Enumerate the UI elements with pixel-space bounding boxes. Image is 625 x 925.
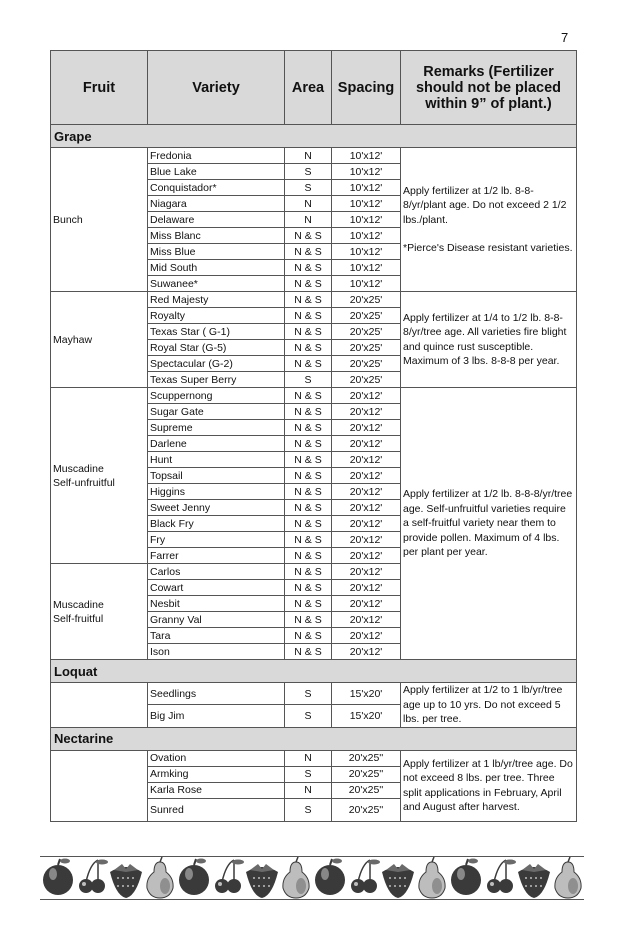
variety-cell: Blue Lake: [148, 164, 285, 180]
area-cell: S: [285, 180, 332, 196]
area-cell: S: [285, 798, 332, 821]
header-variety: Variety: [148, 51, 285, 125]
header-remarks: Remarks (Fertilizer should not be placed within 9” of plant.): [401, 51, 577, 125]
fruit-type-line: Self-fruitful: [53, 612, 104, 625]
spacing-cell: 20'x25': [332, 372, 401, 388]
fruit-type-mayhaw: Mayhaw: [51, 292, 148, 388]
variety-cell: Darlene: [148, 436, 285, 452]
spacing-cell: 20'x12': [332, 532, 401, 548]
spacing-cell: 15'x20': [332, 705, 401, 727]
variety-cell: Conquistador*: [148, 180, 285, 196]
remarks-mayhaw: Apply fertilizer at 1/4 to 1/2 lb. 8-8-8/yr/tree age. All varieties fire blight and quince rust susceptible. Maximum of 3 lbs. 8-8-8 per year.: [401, 292, 577, 388]
spacing-cell: 10'x12': [332, 164, 401, 180]
remarks-muscadine: Apply fertilizer at 1/2 lb. 8-8-8/yr/tree age. Self-unfruitful varieties require a self-fruitful variety near them to provide pollen. Maximum of 4 lbs. per plant per year.: [401, 388, 577, 660]
header-spacing: Spacing: [332, 51, 401, 125]
area-cell: N: [285, 750, 332, 766]
area-cell: N: [285, 196, 332, 212]
area-cell: N & S: [285, 420, 332, 436]
variety-cell: Carlos: [148, 564, 285, 580]
area-cell: N & S: [285, 260, 332, 276]
fruit-type-muscadine-fruitful: [51, 564, 148, 660]
area-cell: N & S: [285, 388, 332, 404]
spacing-cell: 20'x12': [332, 516, 401, 532]
strawberry-icon: [382, 864, 414, 898]
header-area: Area: [285, 51, 332, 125]
variety-cell: Niagara: [148, 196, 285, 212]
fruit-type-line: Muscadine: [53, 462, 104, 475]
fruit-type-nectarine: [51, 750, 148, 821]
border-top-line: [40, 856, 584, 857]
area-cell: N & S: [285, 244, 332, 260]
fruit-type-loquat: [51, 683, 148, 728]
variety-cell: Mid South: [148, 260, 285, 276]
area-cell: N & S: [285, 596, 332, 612]
spacing-cell: 20'x12': [332, 564, 401, 580]
fruit-type-line: Self-unfruitful: [53, 476, 115, 489]
header-fruit: Fruit: [51, 51, 148, 125]
spacing-cell: 10'x12': [332, 244, 401, 260]
variety-cell: Spectacular (G-2): [148, 356, 285, 372]
variety-cell: Sugar Gate: [148, 404, 285, 420]
spacing-cell: 20'x12': [332, 484, 401, 500]
variety-cell: Farrer: [148, 548, 285, 564]
spacing-cell: 20'x12': [332, 436, 401, 452]
spacing-cell: 20'x12': [332, 500, 401, 516]
cherry-icon: [79, 860, 108, 894]
variety-cell: Fry: [148, 532, 285, 548]
remarks-loquat: Apply fertilizer at 1/2 to 1 lb/yr/tree age up to 10 yrs. Do not exceed 5 lbs. per tree.: [401, 683, 577, 728]
spacing-cell: 20'x12': [332, 468, 401, 484]
section-title: Nectarine: [51, 727, 577, 750]
area-cell: N & S: [285, 436, 332, 452]
spacing-cell: 10'x12': [332, 228, 401, 244]
spacing-cell: 20'x12': [332, 628, 401, 644]
variety-cell: Nesbit: [148, 596, 285, 612]
area-cell: N & S: [285, 276, 332, 292]
spacing-cell: 10'x12': [332, 276, 401, 292]
variety-cell: Texas Super Berry: [148, 372, 285, 388]
apple-icon: [451, 859, 481, 896]
pear-icon: [555, 857, 581, 898]
variety-cell: Ison: [148, 644, 285, 660]
header-row: [51, 51, 577, 125]
variety-cell: Granny Val: [148, 612, 285, 628]
pear-icon: [419, 857, 445, 898]
area-cell: N & S: [285, 356, 332, 372]
pear-icon: [147, 857, 173, 898]
fruit-border-decoration: [40, 856, 584, 900]
spacing-cell: 10'x12': [332, 148, 401, 164]
variety-cell: Royal Star (G-5): [148, 340, 285, 356]
spacing-cell: 20'x25'': [332, 798, 401, 821]
cherry-icon: [351, 860, 380, 894]
spacing-cell: 20'x25'': [332, 766, 401, 782]
area-cell: N & S: [285, 340, 332, 356]
area-cell: N & S: [285, 564, 332, 580]
fruit-type-muscadine-unfruitful: [51, 388, 148, 564]
remark-note: *Pierce's Disease resistant varieties.: [403, 242, 573, 254]
section-title: Grape: [51, 125, 577, 148]
variety-cell: Texas Star ( G-1): [148, 324, 285, 340]
table-row: [51, 683, 577, 705]
area-cell: N & S: [285, 308, 332, 324]
area-cell: S: [285, 683, 332, 705]
section-title: Loquat: [51, 660, 577, 683]
spacing-cell: 10'x12': [332, 212, 401, 228]
fruit-type-line: Muscadine: [53, 598, 104, 611]
variety-cell: Black Fry: [148, 516, 285, 532]
area-cell: N & S: [285, 516, 332, 532]
area-cell: N & S: [285, 324, 332, 340]
border-bottom-line: [40, 899, 584, 900]
spacing-cell: 20'x12': [332, 596, 401, 612]
spacing-cell: 20'x12': [332, 388, 401, 404]
area-cell: N: [285, 148, 332, 164]
section-nectarine: [51, 727, 577, 750]
variety-cell: Fredonia: [148, 148, 285, 164]
table-row: [51, 292, 577, 308]
strawberry-icon: [518, 864, 550, 898]
remark-text: Apply fertilizer at 1/2 lb. 8-8-8/yr/plant age. Do not exceed 2 1/2 lbs./plant.: [403, 184, 567, 226]
spacing-cell: 15'x20': [332, 683, 401, 705]
variety-cell: Supreme: [148, 420, 285, 436]
apple-icon: [179, 859, 209, 896]
table-row: [51, 388, 577, 404]
area-cell: N & S: [285, 500, 332, 516]
spacing-cell: 20'x25': [332, 292, 401, 308]
cherry-icon: [215, 860, 244, 894]
variety-cell: Suwanee*: [148, 276, 285, 292]
spacing-cell: 20'x12': [332, 580, 401, 596]
variety-cell: Seedlings: [148, 683, 285, 705]
variety-cell: Topsail: [148, 468, 285, 484]
area-cell: S: [285, 705, 332, 727]
area-cell: N & S: [285, 548, 332, 564]
spacing-cell: 20'x25': [332, 340, 401, 356]
fruit-type-bunch: Bunch: [51, 148, 148, 292]
spacing-cell: 10'x12': [332, 260, 401, 276]
spacing-cell: 20'x25'': [332, 782, 401, 798]
spacing-cell: 20'x12': [332, 644, 401, 660]
remarks-nectarine: Apply fertilizer at 1 lb/yr/tree age. Do not exceed 8 lbs. per tree. Three split applications in February, April and August after harvest.: [401, 750, 577, 821]
spacing-cell: 20'x12': [332, 612, 401, 628]
variety-cell: Big Jim: [148, 705, 285, 727]
strawberry-icon: [246, 864, 278, 898]
area-cell: N & S: [285, 404, 332, 420]
area-cell: N & S: [285, 228, 332, 244]
variety-cell: Miss Blue: [148, 244, 285, 260]
spacing-cell: 20'x12': [332, 420, 401, 436]
spacing-cell: 10'x12': [332, 180, 401, 196]
table-row: [51, 750, 577, 766]
pear-icon: [283, 857, 309, 898]
area-cell: N & S: [285, 612, 332, 628]
variety-cell: Hunt: [148, 452, 285, 468]
fruit-motif-strip: [40, 856, 584, 900]
variety-cell: Ovation: [148, 750, 285, 766]
cherry-icon: [487, 860, 516, 894]
variety-cell: Red Majesty: [148, 292, 285, 308]
variety-cell: Miss Blanc: [148, 228, 285, 244]
spacing-cell: 20'x25': [332, 324, 401, 340]
area-cell: N & S: [285, 644, 332, 660]
spacing-cell: 10'x12': [332, 196, 401, 212]
variety-cell: Tara: [148, 628, 285, 644]
area-cell: N & S: [285, 452, 332, 468]
area-cell: S: [285, 372, 332, 388]
apple-icon: [315, 859, 345, 896]
area-cell: S: [285, 766, 332, 782]
spacing-cell: 20'x12': [332, 404, 401, 420]
area-cell: N: [285, 212, 332, 228]
variety-cell: Royalty: [148, 308, 285, 324]
area-cell: N & S: [285, 628, 332, 644]
section-loquat: [51, 660, 577, 683]
area-cell: N & S: [285, 468, 332, 484]
spacing-cell: 20'x12': [332, 452, 401, 468]
area-cell: N & S: [285, 484, 332, 500]
variety-cell: Higgins: [148, 484, 285, 500]
page-number: 7: [561, 30, 569, 45]
spacing-cell: 20'x12': [332, 548, 401, 564]
variety-cell: Armking: [148, 766, 285, 782]
variety-cell: Scuppernong: [148, 388, 285, 404]
section-grape: [51, 125, 577, 148]
area-cell: N & S: [285, 292, 332, 308]
spacing-cell: 20'x25': [332, 356, 401, 372]
area-cell: N & S: [285, 532, 332, 548]
fruit-variety-table: [50, 50, 577, 822]
area-cell: N: [285, 782, 332, 798]
remarks-bunch: [401, 148, 577, 292]
variety-cell: Cowart: [148, 580, 285, 596]
apple-icon: [43, 859, 73, 896]
variety-cell: Karla Rose: [148, 782, 285, 798]
variety-cell: Sunred: [148, 798, 285, 821]
variety-cell: Sweet Jenny: [148, 500, 285, 516]
area-cell: S: [285, 164, 332, 180]
area-cell: N & S: [285, 580, 332, 596]
spacing-cell: 20'x25': [332, 308, 401, 324]
spacing-cell: 20'x25'': [332, 750, 401, 766]
strawberry-icon: [110, 864, 142, 898]
table-row: [51, 148, 577, 164]
variety-cell: Delaware: [148, 212, 285, 228]
